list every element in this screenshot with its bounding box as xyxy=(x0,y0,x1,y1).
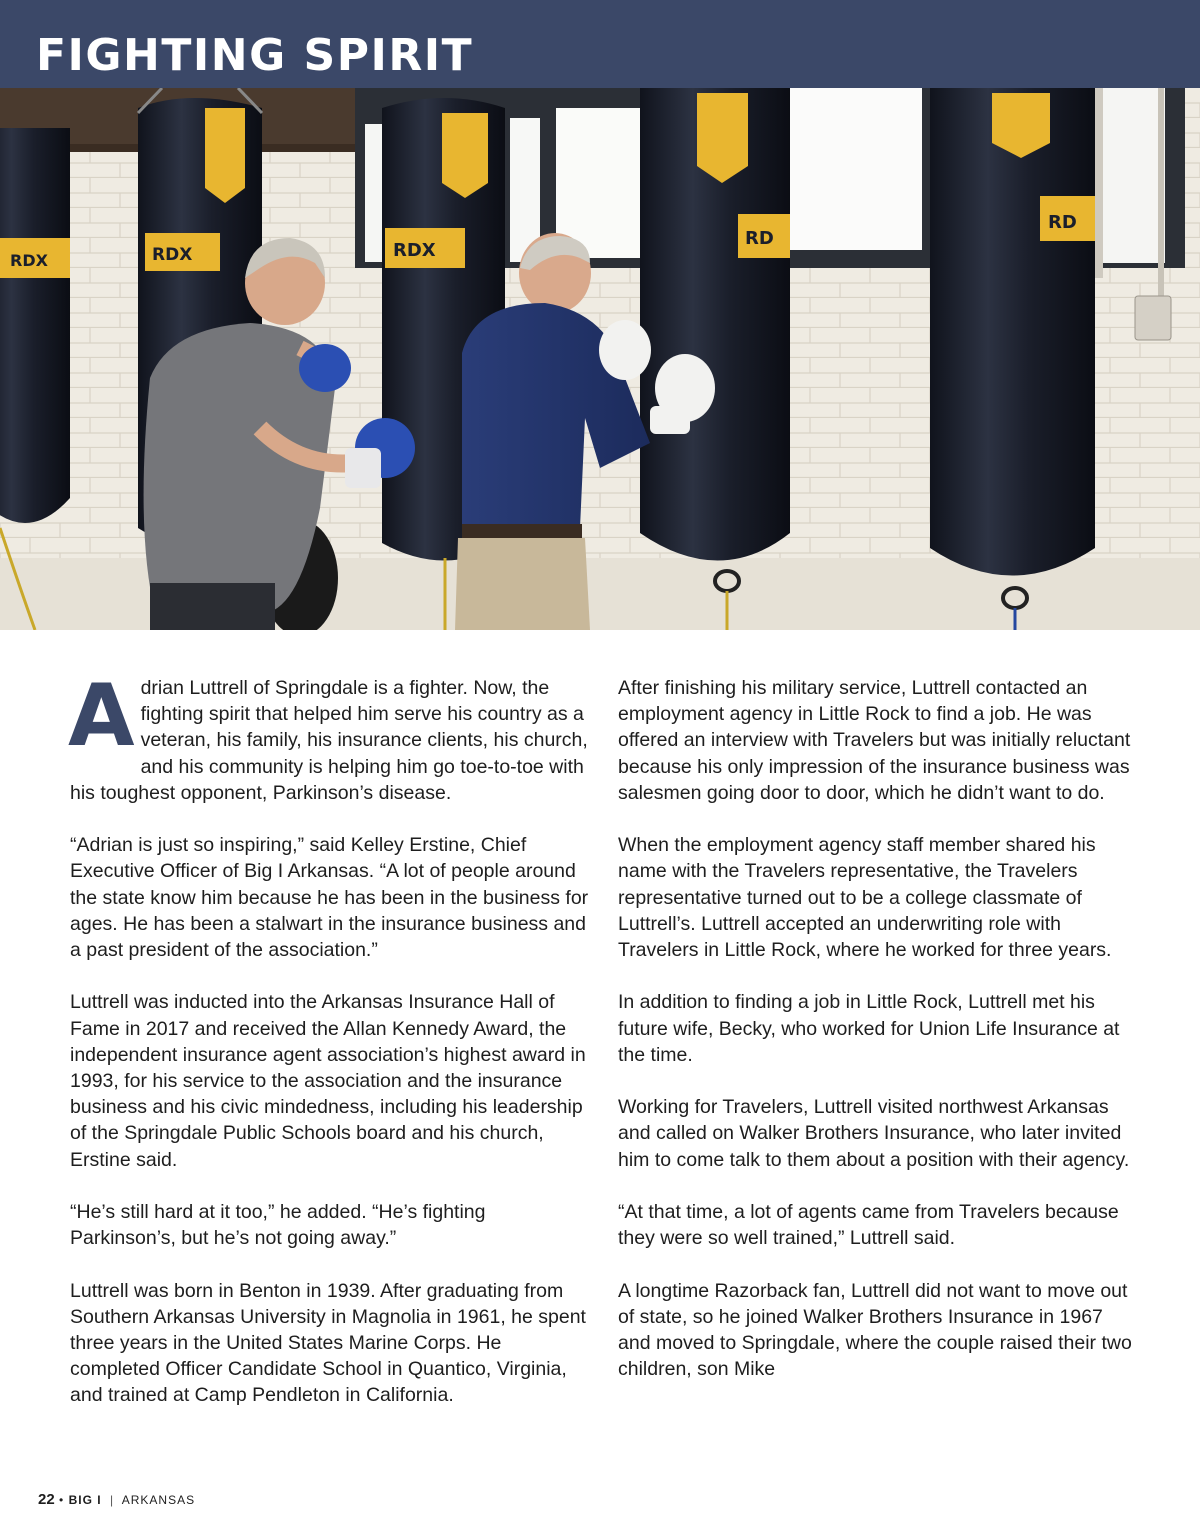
article-paragraph: Adrian Luttrell of Springdale is a fighter. Now, the fighting spirit that helped him serve his country as a veteran, his family, his insurance clients, his church, and his community is helping him go toe-to-toe with his toughest opponent, Parkinson’s disease. xyxy=(68,666,588,804)
article-paragraph: Luttrell was born in Benton in 1939. After graduating from Southern Arkansas University in Magnolia in 1961, he spent three years in the United States Marine Corps. He completed Officer Candidate School in Quantico, Virginia, and trained at Camp Pendleton in California. xyxy=(70,1279,586,1407)
article-column-left xyxy=(68,666,590,1435)
article-paragraph: “Adrian is just so inspiring,” said Kelley Erstine, Chief Executive Officer of Big I Arkansas. “A lot of people around the state know him because he has been in the business for ages. He has been a stalwart in the insurance business and a past president of the association.” xyxy=(70,834,589,962)
page-title: FIGHTING SPIRIT xyxy=(36,30,474,81)
boxing-photo xyxy=(0,88,1200,630)
svg-text:RDX: RDX xyxy=(152,245,193,265)
section-name: ARKANSAS xyxy=(121,1493,196,1507)
header-banner xyxy=(0,0,1200,88)
page-number: 22 xyxy=(38,1491,55,1508)
svg-text:RD: RD xyxy=(1048,212,1077,233)
article-paragraph: Working for Travelers, Luttrell visited northwest Arkansas and called on Walker Brothers Insurance, who later invited him to come talk to them about a position with their agency. xyxy=(618,1096,1130,1171)
article-column-right xyxy=(618,675,1138,1409)
article-paragraph: “At that time, a lot of agents came from Travelers because they were so well trained,” Luttrell said. xyxy=(618,1201,1119,1250)
magazine-name: BIG I xyxy=(68,1493,102,1507)
svg-text:RD: RD xyxy=(745,228,774,249)
article-paragraph: After finishing his military service, Luttrell contacted an employment agency in Little Rock to find a job. He was offered an interview with Travelers but was initially reluctant because his only impression of the insurance business was salesmen going door to door, which he didn’t want to do. xyxy=(618,677,1131,804)
article-paragraph: A longtime Razorback fan, Luttrell did not want to move out of state, so he joined Walker Brothers Insurance in 1967 and moved to Springdale, where the couple raised their two children, son Mike xyxy=(618,1279,1132,1381)
article-paragraph: Luttrell was inducted into the Arkansas Insurance Hall of Fame in 2017 and received the Allan Kennedy Award, the independent insurance agent association’s highest award in 1993, for his service to the association and the insurance business and his civic mindedness, including his leadership of the Springdale Public Schools board and his church, Erstine said. xyxy=(70,991,586,1171)
footer-separator: | xyxy=(109,1493,115,1507)
svg-text:RDX: RDX xyxy=(10,251,48,270)
article-paragraph: When the employment agency staff member shared his name with the Travelers representative, the Travelers representative turned out to be a college classmate of Luttrell’s. Luttrell accepted an underwriting role with Travelers in Little Rock, where he worked for three years. xyxy=(618,834,1112,962)
footer-bullet: • xyxy=(59,1493,65,1507)
drop-cap: A xyxy=(68,666,135,766)
svg-text:RDX: RDX xyxy=(393,240,436,261)
page-footer xyxy=(38,1491,195,1508)
article-paragraph: “He’s still hard at it too,” he added. “He’s fighting Parkinson’s, but he’s not going away.” xyxy=(70,1201,486,1250)
article-paragraph: In addition to finding a job in Little Rock, Luttrell met his future wife, Becky, who worked for Union Life Insurance at the time. xyxy=(618,991,1120,1066)
